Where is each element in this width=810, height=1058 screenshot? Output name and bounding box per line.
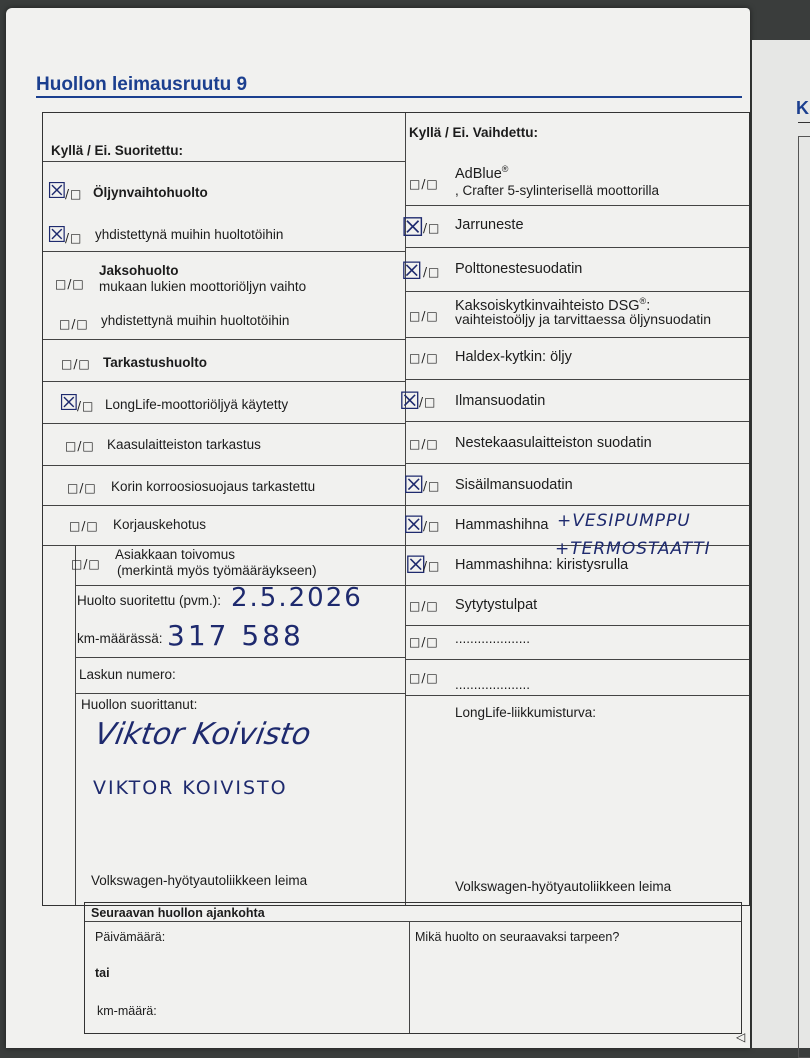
row-line [75, 693, 405, 694]
technician-signature: Viktor Koivisto [91, 717, 314, 752]
left-column-header: Kyllä / Ei. Suoritettu: [51, 143, 184, 158]
checkbox[interactable]: □/□ [409, 599, 439, 613]
adblue-sub-label: , Crafter 5-sylinterisellä moottorilla [455, 183, 660, 198]
customer-wish-label: Asiakkaan toivomus [115, 547, 236, 562]
longlife-mobility-label: LongLife-liikkumisturva: [455, 705, 597, 720]
row-line [405, 337, 749, 338]
checkbox[interactable]: /□ [423, 479, 441, 493]
longlife-oil-label: LongLife-moottoriöljyä käytetty [105, 397, 289, 412]
dsg-label: Kaksoiskytkinvaihteisto DSG®: [455, 296, 651, 314]
left-inner-border [75, 545, 76, 905]
next-service-title: Seuraavan huollon ajankohta [91, 906, 265, 920]
row-line [405, 659, 749, 660]
row-line [75, 657, 405, 658]
km-value: 317 588 [167, 619, 304, 652]
checkbox[interactable]: /□ [423, 559, 441, 573]
extra-line-2[interactable]: .................... [455, 677, 531, 692]
checkbox[interactable]: □/□ [409, 177, 439, 191]
row-line [43, 381, 405, 382]
next-page-box [798, 136, 810, 1058]
jakso-combined-label: yhdistettynä muihin huoltotöihin [101, 313, 290, 328]
checkbox[interactable]: □/□ [67, 481, 97, 495]
corrosion-label: Korin korroosiosuojaus tarkastettu [111, 479, 316, 494]
service-date-value: 2.5.2026 [231, 583, 363, 613]
next-page-edge [752, 40, 810, 1048]
tensioner-label: Hammashihna: kiristysrulla [455, 557, 629, 573]
check-mark: ☒ [403, 471, 425, 499]
row-line [43, 161, 405, 162]
column-divider [409, 921, 410, 1033]
spark-plugs-label: Sytytystulpat [455, 597, 538, 613]
service-date-label: Huolto suoritettu (pvm.): [77, 593, 222, 608]
next-page-rule [798, 122, 810, 123]
checkbox[interactable]: /□ [65, 231, 83, 245]
row-line [405, 291, 749, 292]
page-turn-arrow-icon: ◁ [736, 1030, 746, 1044]
lpg-filter-label: Nestekaasulaitteiston suodatin [455, 435, 652, 451]
row-line [405, 247, 749, 248]
timing-belt-note-2: +TERMOSTAATTI [555, 539, 711, 559]
jakso-label: Jaksohuolto [99, 263, 179, 278]
row-line [405, 421, 749, 422]
row-line [405, 625, 749, 626]
row-line [43, 423, 405, 424]
checkbox[interactable]: □/□ [59, 317, 89, 331]
checkbox[interactable]: /□ [423, 265, 441, 279]
row-line [43, 545, 405, 546]
timing-belt-label: Hammashihna [455, 517, 549, 533]
timing-belt-note-1: +VESIPUMPPU [557, 511, 691, 531]
checkbox[interactable]: /□ [423, 519, 441, 533]
row-line [43, 465, 405, 466]
row-line [43, 339, 405, 340]
cabin-filter-label: Sisäilmansuodatin [455, 477, 573, 493]
next-date-label: Päivämäärä: [95, 930, 166, 944]
repair-label: Korjauskehotus [113, 517, 207, 532]
haldex-label: Haldex-kytkin: öljy [455, 349, 572, 365]
oil-change-label: Öljynvaihtohuolto [93, 185, 208, 200]
row-line [405, 205, 749, 206]
fuel-filter-label: Polttonestesuodatin [455, 261, 583, 277]
row-line [405, 695, 749, 696]
check-mark: ☒ [405, 551, 427, 579]
row-line [405, 505, 749, 506]
row-line [43, 251, 405, 252]
checkbox[interactable]: □/□ [71, 557, 101, 571]
check-mark: ☒ [47, 179, 67, 204]
checkbox[interactable]: □/□ [409, 309, 439, 323]
gas-check-label: Kaasulaitteiston tarkastus [107, 437, 261, 452]
checkbox[interactable]: /□ [65, 187, 83, 201]
checkbox[interactable]: □/□ [61, 357, 91, 371]
checkbox[interactable]: □/□ [409, 671, 439, 685]
technician-label: Huollon suorittanut: [81, 697, 198, 712]
dsg-sub-label: vaihteistoöljy ja tarvittaessa öljynsuodatin [455, 311, 712, 327]
checkbox[interactable]: /□ [423, 221, 441, 235]
dealer-stamp-left-label: Volkswagen-hyötyautoliikkeen leima [91, 873, 308, 888]
customer-wish-sub-label: (merkintä myös työmääräykseen) [117, 563, 317, 578]
checkbox[interactable]: /□ [419, 395, 437, 409]
next-page-letter: K [796, 98, 809, 118]
check-mark: ☒ [401, 213, 425, 243]
checkbox[interactable]: □/□ [409, 437, 439, 451]
adblue-label: AdBlue® [455, 164, 509, 182]
right-column-header: Kyllä / Ei. Vaihdettu: [409, 125, 539, 140]
or-label: tai [95, 966, 110, 980]
check-mark: ☒ [399, 387, 421, 415]
brake-fluid-label: Jarruneste [455, 217, 524, 233]
air-filter-label: Ilmansuodatin [455, 393, 546, 409]
page-title: Huollon leimausruutu 9 [36, 74, 248, 95]
km-label: km-määrässä: [77, 631, 163, 646]
row-line [43, 505, 405, 506]
row-line [405, 379, 749, 380]
jakso-sub-label: mukaan lukien moottoriöljyn vaihto [99, 279, 307, 294]
technician-name: VIKTOR KOIVISTO [93, 777, 288, 799]
dealer-stamp-right-label: Volkswagen-hyötyautoliikkeen leima [455, 879, 672, 894]
service-stamp-table [42, 112, 750, 906]
row-line [405, 463, 749, 464]
row-line [405, 585, 749, 586]
oil-combined-label: yhdistettynä muihin huoltotöihin [95, 227, 284, 242]
invoice-label: Laskun numero: [79, 667, 176, 682]
title-rule [36, 96, 742, 98]
checkbox[interactable]: □/□ [65, 439, 95, 453]
check-mark: ☒ [47, 223, 67, 248]
checkbox[interactable]: /□ [77, 399, 95, 413]
checkbox[interactable]: □/□ [55, 277, 85, 291]
next-service-table [84, 902, 742, 1034]
row-line [85, 921, 741, 922]
next-service-question: Mikä huolto on seuraavaksi tarpeen? [415, 930, 620, 944]
extra-line-1[interactable]: .................... [455, 631, 531, 646]
check-mark: ☒ [401, 257, 423, 285]
next-km-label: km-määrä: [97, 1004, 157, 1018]
checkbox[interactable]: □/□ [409, 635, 439, 649]
checkbox[interactable]: □/□ [69, 519, 99, 533]
tarkastus-label: Tarkastushuolto [103, 355, 208, 370]
checkbox[interactable]: □/□ [409, 351, 439, 365]
check-mark: ☒ [59, 391, 79, 416]
check-mark: ☒ [403, 511, 425, 539]
